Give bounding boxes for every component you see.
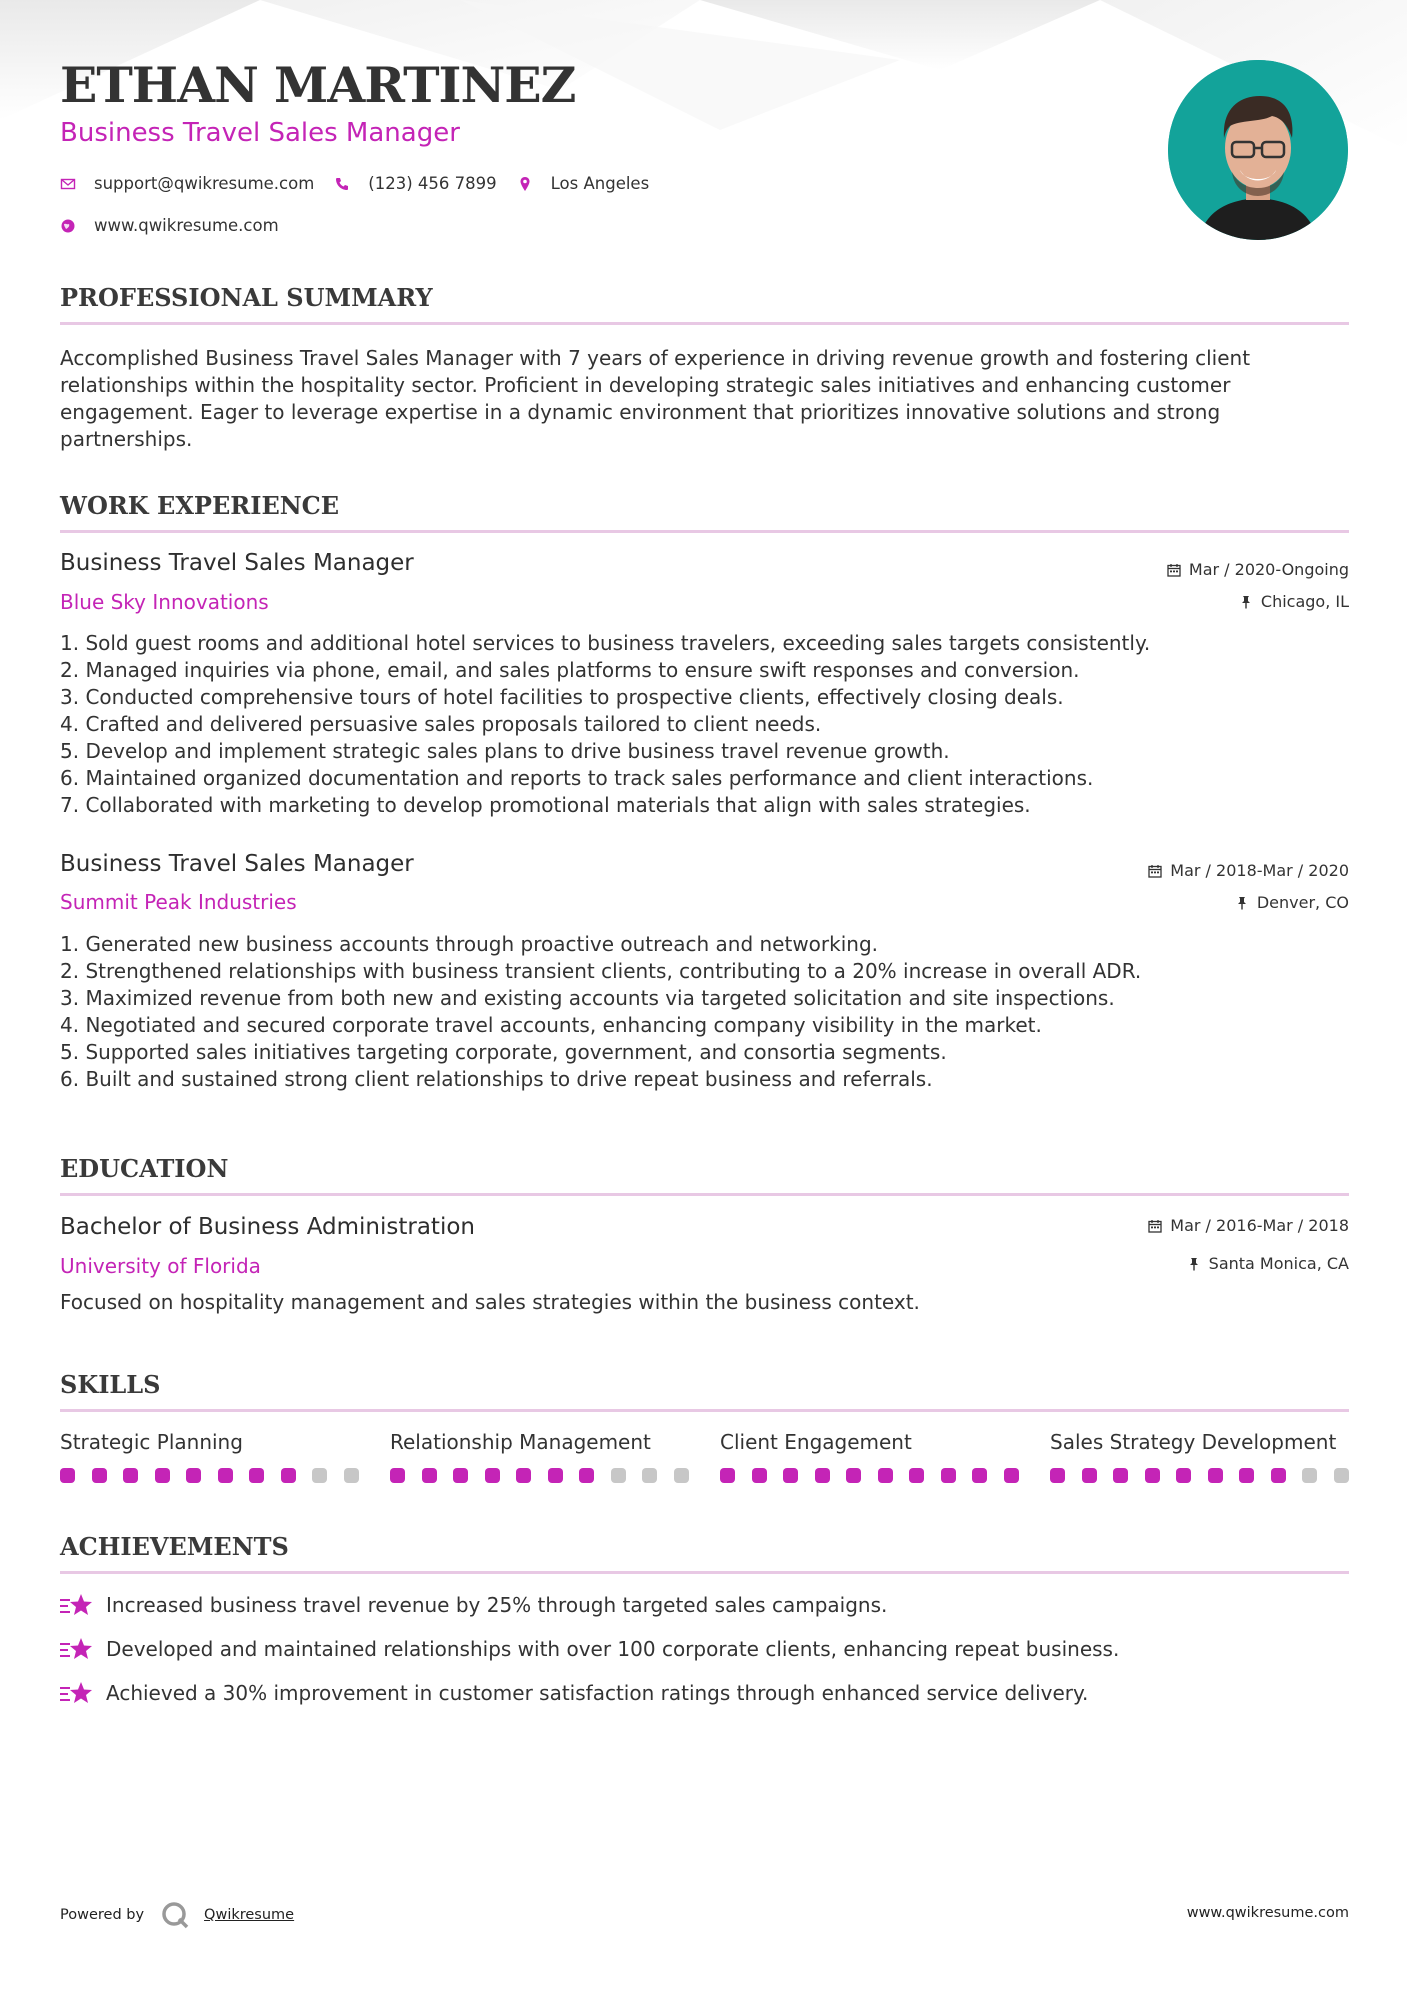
skills-divider bbox=[60, 1409, 1349, 1412]
skill-dot-filled bbox=[281, 1468, 296, 1483]
skill-dot-filled bbox=[92, 1468, 107, 1483]
list-item: 1. Generated new business accounts through proactive outreach and networking. bbox=[60, 932, 878, 956]
pushpin-icon bbox=[1187, 1257, 1201, 1271]
skill-dot-filled bbox=[878, 1468, 893, 1483]
list-item: 2. Strengthened relationships with business transient clients, contributing to a 20% increase in overall ADR. bbox=[60, 959, 1142, 983]
skill-dot-filled bbox=[1271, 1468, 1286, 1483]
skill-item bbox=[1050, 1430, 1350, 1454]
job-title: Business Travel Sales Manager bbox=[60, 550, 414, 576]
skill-dot-filled bbox=[60, 1468, 75, 1483]
skill-level-meter bbox=[1050, 1468, 1365, 1483]
job-location bbox=[1239, 592, 1349, 611]
skill-dot-filled bbox=[453, 1468, 468, 1483]
summary-divider bbox=[60, 322, 1349, 325]
calendar-icon bbox=[1148, 1219, 1162, 1233]
website-text: www.qwikresume.com bbox=[94, 216, 279, 235]
skill-dot-filled bbox=[123, 1468, 138, 1483]
education-heading: EDUCATION bbox=[60, 1154, 229, 1183]
shooting-star-icon bbox=[60, 1680, 92, 1706]
skill-dot-filled bbox=[909, 1468, 924, 1483]
skill-dot-filled bbox=[720, 1468, 735, 1483]
achievement-item bbox=[60, 1680, 1088, 1706]
list-item: 4. Crafted and delivered persuasive sales proposals tailored to client needs. bbox=[60, 712, 822, 736]
experience-divider bbox=[60, 530, 1349, 533]
skill-name: Strategic Planning bbox=[60, 1430, 243, 1454]
qwikresume-logo-icon bbox=[160, 1900, 190, 1930]
job-dates-text: Mar / 2018-Mar / 2020 bbox=[1170, 861, 1349, 880]
job-dates bbox=[1167, 560, 1349, 579]
skill-dot-filled bbox=[516, 1468, 531, 1483]
skills-heading: SKILLS bbox=[60, 1370, 161, 1399]
calendar-icon bbox=[1148, 864, 1162, 878]
skill-item bbox=[60, 1430, 360, 1454]
person-avatar-icon bbox=[1168, 60, 1348, 240]
map-pin-icon bbox=[517, 176, 533, 192]
achievement-text: Increased business travel revenue by 25% through targeted sales campaigns. bbox=[106, 1593, 888, 1617]
pushpin-icon bbox=[1235, 896, 1249, 910]
job-dates bbox=[1148, 861, 1349, 880]
company-name: Blue Sky Innovations bbox=[60, 590, 269, 614]
pushpin-icon bbox=[1239, 595, 1253, 609]
skill-dot-filled bbox=[1239, 1468, 1254, 1483]
experience-heading: WORK EXPERIENCE bbox=[60, 491, 340, 520]
email-item[interactable] bbox=[60, 174, 314, 193]
skill-dot-filled bbox=[815, 1468, 830, 1483]
location-item bbox=[517, 174, 650, 193]
list-item: 6. Maintained organized documentation and reports to track sales performance and client interactions. bbox=[60, 766, 1094, 790]
skill-dot-filled bbox=[941, 1468, 956, 1483]
education-dates bbox=[1148, 1216, 1349, 1235]
skill-dot-filled bbox=[249, 1468, 264, 1483]
company-name: Summit Peak Industries bbox=[60, 890, 297, 914]
website-item[interactable] bbox=[60, 216, 279, 235]
skill-dot-empty bbox=[312, 1468, 327, 1483]
job-location bbox=[1235, 893, 1349, 912]
candidate-title: Business Travel Sales Manager bbox=[60, 118, 460, 148]
skill-item bbox=[390, 1430, 690, 1454]
degree-title: Bachelor of Business Administration bbox=[60, 1214, 475, 1240]
job-duties-list bbox=[60, 630, 1349, 819]
skill-dot-filled bbox=[1004, 1468, 1019, 1483]
skill-dot-filled bbox=[155, 1468, 170, 1483]
skill-dot-filled bbox=[1082, 1468, 1097, 1483]
phone-icon bbox=[334, 176, 350, 192]
list-item: 7. Collaborated with marketing to develop promotional materials that align with sales strategies. bbox=[60, 793, 1031, 817]
skill-dot-filled bbox=[752, 1468, 767, 1483]
job-dates-text: Mar / 2020-Ongoing bbox=[1188, 560, 1349, 579]
education-description: Focused on hospitality management and sales strategies within the business context. bbox=[60, 1290, 920, 1314]
achievement-item bbox=[60, 1592, 887, 1618]
skill-dot-empty bbox=[611, 1468, 626, 1483]
shooting-star-icon bbox=[60, 1636, 92, 1662]
list-item: 6. Built and sustained strong client relationships to drive repeat business and referrals. bbox=[60, 1067, 933, 1091]
skill-dot-filled bbox=[1113, 1468, 1128, 1483]
globe-icon bbox=[60, 218, 76, 234]
job-location-text: Chicago, IL bbox=[1260, 592, 1349, 611]
skill-dot-filled bbox=[783, 1468, 798, 1483]
achievements-divider bbox=[60, 1571, 1349, 1574]
skill-dot-empty bbox=[344, 1468, 359, 1483]
skill-item bbox=[720, 1430, 1020, 1454]
achievement-item bbox=[60, 1636, 1119, 1662]
job-location-text: Denver, CO bbox=[1256, 893, 1349, 912]
skill-name: Relationship Management bbox=[390, 1430, 651, 1454]
phone-item[interactable] bbox=[334, 174, 496, 193]
phone-text: (123) 456 7899 bbox=[368, 174, 497, 193]
skill-level-meter bbox=[720, 1468, 1035, 1483]
skill-dot-filled bbox=[548, 1468, 563, 1483]
education-location bbox=[1187, 1254, 1349, 1273]
list-item: 5. Supported sales initiatives targeting corporate, government, and consortia segments. bbox=[60, 1040, 947, 1064]
skill-dot-filled bbox=[579, 1468, 594, 1483]
skill-level-meter bbox=[390, 1468, 705, 1483]
list-item: 2. Managed inquiries via phone, email, and sales platforms to ensure swift responses and conversion. bbox=[60, 658, 1080, 682]
location-text: Los Angeles bbox=[550, 174, 650, 193]
school-name: University of Florida bbox=[60, 1254, 261, 1278]
skill-dot-empty bbox=[674, 1468, 689, 1483]
skill-dot-filled bbox=[1050, 1468, 1065, 1483]
list-item: 4. Negotiated and secured corporate travel accounts, enhancing company visibility in the market. bbox=[60, 1013, 1042, 1037]
envelope-icon bbox=[60, 176, 76, 192]
calendar-icon bbox=[1167, 563, 1181, 577]
skill-dot-empty bbox=[1302, 1468, 1317, 1483]
skill-dot-filled bbox=[1176, 1468, 1191, 1483]
website-row bbox=[60, 216, 299, 235]
powered-by-label: Powered by bbox=[60, 1907, 145, 1923]
skill-dot-filled bbox=[422, 1468, 437, 1483]
skill-dot-empty bbox=[1334, 1468, 1349, 1483]
education-dates-text: Mar / 2016-Mar / 2018 bbox=[1170, 1216, 1349, 1235]
skill-dot-filled bbox=[1208, 1468, 1223, 1483]
list-item: 3. Maximized revenue from both new and existing accounts via targeted solicitation and site inspections. bbox=[60, 986, 1115, 1010]
list-item: 1. Sold guest rooms and additional hotel services to business travelers, exceeding sales targets consistently. bbox=[60, 631, 1151, 655]
shooting-star-icon bbox=[60, 1592, 92, 1618]
education-divider bbox=[60, 1193, 1349, 1196]
summary-text: Accomplished Business Travel Sales Manager with 7 years of experience in driving revenue growth and fostering client relationships within the hospitality sector. Proficient in developing strategic sales initiatives and enhancing customer engagement. Eager to leverage expertise in a dynamic environment that prioritizes innovative solutions and strong partnerships. bbox=[60, 346, 1251, 451]
skill-level-meter bbox=[60, 1468, 375, 1483]
achievements-heading: ACHIEVEMENTS bbox=[60, 1532, 289, 1561]
profile-photo bbox=[1168, 60, 1348, 240]
skill-name: Sales Strategy Development bbox=[1050, 1430, 1337, 1454]
contact-row bbox=[60, 174, 669, 193]
footer-powered-by bbox=[60, 1900, 294, 1930]
skill-dot-filled bbox=[186, 1468, 201, 1483]
skill-dot-filled bbox=[485, 1468, 500, 1483]
email-text: support@qwikresume.com bbox=[94, 174, 315, 193]
summary-heading: PROFESSIONAL SUMMARY bbox=[60, 283, 433, 312]
skill-dot-filled bbox=[390, 1468, 405, 1483]
achievement-text: Achieved a 30% improvement in customer satisfaction ratings through enhanced service delivery. bbox=[106, 1681, 1089, 1705]
job-duties-list bbox=[60, 931, 1349, 1093]
skill-dot-filled bbox=[972, 1468, 987, 1483]
skill-name: Client Engagement bbox=[720, 1430, 912, 1454]
footer-website[interactable]: www.qwikresume.com bbox=[1186, 1905, 1349, 1921]
list-item: 5. Develop and implement strategic sales plans to drive business travel revenue growth. bbox=[60, 739, 950, 763]
list-item: 3. Conducted comprehensive tours of hotel facilities to prospective clients, effectively closing deals. bbox=[60, 685, 1064, 709]
achievement-text: Developed and maintained relationships with over 100 corporate clients, enhancing repeat business. bbox=[106, 1637, 1120, 1661]
skill-dot-empty bbox=[642, 1468, 657, 1483]
brand-link[interactable]: Qwikresume bbox=[204, 1907, 295, 1923]
education-location-text: Santa Monica, CA bbox=[1208, 1254, 1349, 1273]
skill-dot-filled bbox=[846, 1468, 861, 1483]
job-title: Business Travel Sales Manager bbox=[60, 851, 414, 877]
candidate-name: ETHAN MARTINEZ bbox=[60, 56, 576, 114]
skill-dot-filled bbox=[1145, 1468, 1160, 1483]
skill-dot-filled bbox=[218, 1468, 233, 1483]
